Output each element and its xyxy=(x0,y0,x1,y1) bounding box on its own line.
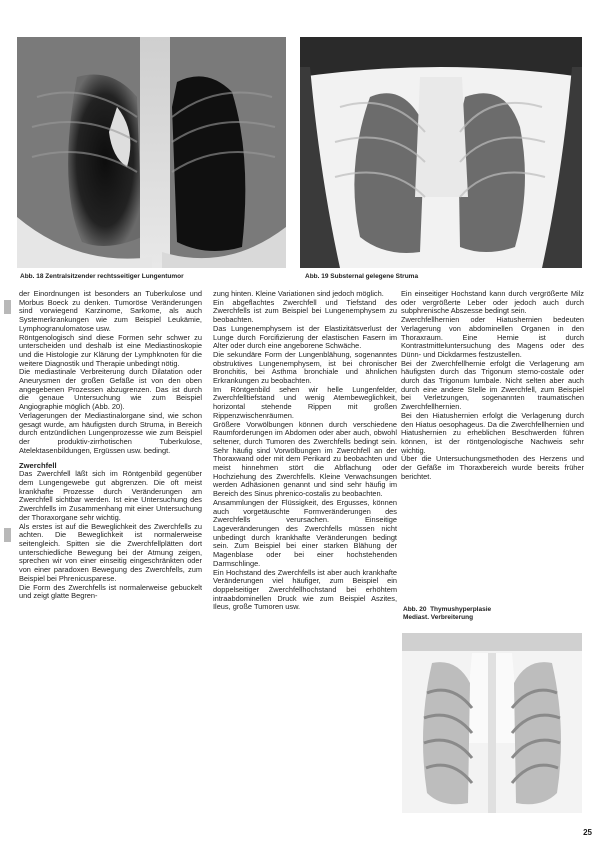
paragraph: Ein abgeflachtes Zwerchfell und Tiefstand des Zwerchfells ist zum Beispiel bei Lungenemphysem zu beobachten. xyxy=(213,297,397,325)
paragraph: Zwerchfellhernien oder Hiatushernien bedeuten Verlagerung von abdominellen Organen in den Thoraxraum. Eine Hernie ist durch Kontrastmitteluntersuchung des Magens oder des Dünn- und Dickdarmes festzustellen. xyxy=(401,315,584,359)
paragraph: Ein einseitiger Hochstand kann durch vergrößerte Milz oder vergrößerte Leber oder jedoch auch durch subphrenische Abszesse bedingt sein. xyxy=(401,289,584,316)
figure-caption-18: Abb. 18 Zentralsitzender rechtsseitiger Lungentumor xyxy=(20,273,184,280)
page-number: 25 xyxy=(583,828,592,837)
paragraph: Ansammlungen der Flüssigkeit, des Ergusses, können auch vorgetäuschte Formveränderungen des Zwerchfells verursachen. Einseitige Lageveränderungen des Zwerchfells müssen nicht unbedingt durch krankhafte Veränderungen bedingt sein. Zum Beispiel bei einer starken Blähung der Magenblase oder bei einer hochstehenden Darmschlinge. xyxy=(213,497,397,568)
paragraph: der Einordnungen ist besonders an Tuberkulose und Morbus Boeck zu denken. Tumoröse Veränderungen sind vorwiegend Karzinome, Sarkome, als auch Systemerkrankungen wie zum Beispiel Leukämie, Lymphogranulomatose usw. xyxy=(19,289,202,333)
paragraph: Größere Vorwölbungen können durch verschiedene Raumforderungen im Abdomen oder aber auch, obwohl seltener, durch Tumoren des Zwerchfells bedingt sein. Sehr häufig sind Vorwölbungen im Zwerchfell an der Thoraxwand oder mit dem Perikard zu beobachten und meist hinnehmen stört die Abflachung oder Hochziehung des Zwerchfells. Kleine Verwachsungen werden Adhäsionen genannt und sind sehr häufig im Bereich des Sinus phrenico-costalis zu beobachten. xyxy=(213,419,397,499)
figure-caption-19: Abb. 19 Substernal gelegene Struma xyxy=(305,273,419,280)
text-column-1 xyxy=(19,290,202,601)
paragraph: Bei den Hiatushernien erfolgt die Verlagerung durch den Hiatus oesophageus. Da die Zwerchfellhernien und Hiatushernien zu erheblichen Beschwerden führen können, ist der röntgenologische Nachweis sehr wichtig. xyxy=(401,410,584,455)
paragraph: Die mediastinale Verbreiterung durch Dilatation oder Aneurysmen der großen Gefäße ist von den oben angegebenen Prozessen abzugrenzen. Das ist durch die genaue Untersuchung wie zum Beispiel Angiographie möglich (Abb. 20). xyxy=(19,367,202,412)
text-column-2 xyxy=(213,290,397,612)
paragraph: Die sekundäre Form der Lungenblähung, sogenanntes obstruktives Lungenemphysem, ist bei chronischer Bronchitis, bei Asthma bronchiale und ähnlichen Erkrankungen zu beobachten. xyxy=(213,349,397,386)
xray-image-lung-tumor xyxy=(17,37,286,268)
paragraph: zung hinten. Kleine Variationen sind jedoch möglich. xyxy=(213,289,384,298)
margin-marker xyxy=(4,300,11,314)
figure-caption-20: Abb. 20 Thymushyperplasie Mediast. Verbreiterung xyxy=(403,606,492,621)
text-column-3 xyxy=(401,290,584,481)
paragraph: Als erstes ist auf die Beweglichkeit des Zwerchfells zu achten. Die Beweglichkeit ist normalerweise seitengleich. Spitten sie die Zwerchfellplätten dort unterschiedliche Bewegung bei der Atmung zeigen, sprechen wir von einer einseitig eingeschränkten oder von einer paradoxen Bewegung des Zwerchfells, zum Beispiel bei Phrenicusparese. xyxy=(19,521,202,583)
paragraph: Das Zwerchfell läßt sich im Röntgenbild gegenüber dem Lungengewebe gut abgrenzen. Die oft meist krankhafte Prozesse durch Veränderungen am Zwerchfell sichtbar werden. Ist eine Untersuchung des Zwerchfells im Zusammenhang mit einer Untersuchung der Thoraxorgane sehr wichtig. xyxy=(19,469,202,522)
xray-image-thymus-hyperplasia xyxy=(402,633,582,813)
paragraph: Ein Hochstand des Zwerchfells ist aber auch krankhafte Veränderungen viel häufiger, zum Beispiel ein doppelseitiger Zwerchfellhochstand bei erhöhtem intraabdominellen Druck wie zum Beispiel Aszites, Ileus, große Tumoren usw. xyxy=(213,567,397,612)
paragraph: Bei der Zwerchfellhernie erfolgt die Verlagerung am häufigsten durch das Trigonum sterno-costale oder durch das Trigonum lumbale. Nicht selten aber auch durch eine andere Stelle im Zwerchfell, zum Beispiel bei Verletzungen, sogenannten traumatischen Zwerchfellhernien. xyxy=(401,358,584,412)
section-heading-zwerchfell: Zwerchfell xyxy=(19,461,57,471)
xray-image-substernal-struma xyxy=(300,37,582,268)
paragraph: Verlagerungen der Mediastinalorgane sind, wie schon gesagt wurde, am häufigsten durch Struma, in Bereich durch entzündlichen Lungenprozesse wie zum Beispiel der produktiv-zirrhotischen Tuberkulose, Atelektasenbildungen, Ergüssen usw. bedingt. xyxy=(19,410,202,455)
paragraph: Röntgenologisch sind diese Formen sehr schwer zu unterscheiden und deshalb ist eine Mediastinoskopie und die Histologie zur Klärung der Lymphknoten für die weitere Diagnostik und Therapie unbedingt nötig. xyxy=(19,332,202,368)
paragraph: Im Röntgenbild sehen wir helle Lungenfelder, Zwerchfelltiefstand und wenig Atembeweglichkeit, horizontal stehende Rippen mit großen Rippenzwischenräumen. xyxy=(213,384,397,420)
margin-marker xyxy=(4,528,11,542)
paragraph: Über die Untersuchungsmethoden des Herzens und der Gefäße im Thoraxbereich wurde bereits früher berichtet. xyxy=(401,454,584,481)
paragraph: Das Lungenemphysem ist der Elastizitätsverlust der Lunge durch Forcifizierung der elastischen Fasern im Alter oder durch eine angeborene Schwäche. xyxy=(213,323,397,351)
paragraph: Die Form des Zwerchfells ist normalerweise gebuckelt und zeigt glatte Begren- xyxy=(19,582,202,601)
